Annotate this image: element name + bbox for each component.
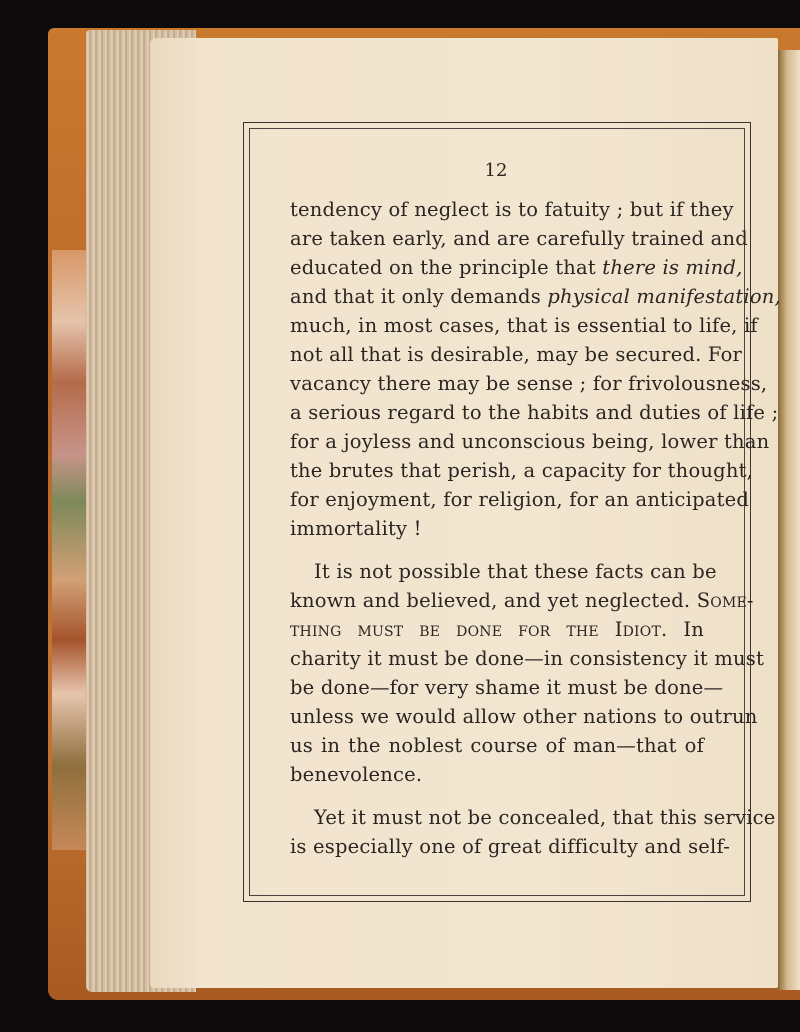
text-line: us in the noblest course of man—that of	[290, 734, 704, 757]
italic-phrase: physical manifestation,	[547, 285, 781, 308]
text-line: charity it must be done—in consistency it must	[290, 647, 765, 670]
text-line: for a joyless and unconscious being, lower than	[290, 430, 770, 453]
text-line: a serious regard to the habits and duties of life ;	[290, 401, 779, 424]
text-line: It is not possible that these facts can be	[314, 560, 717, 583]
text-line: is especially one of great difficulty and self-	[290, 835, 730, 858]
text-line: Yet it must not be concealed, that this service	[314, 806, 776, 829]
text-line: benevolence.	[290, 763, 423, 786]
italic-phrase: there is mind,	[602, 256, 743, 279]
text-line: not all that is desirable, may be secured. For	[290, 343, 743, 366]
text-line: unless we would allow other nations to outrun	[290, 705, 758, 728]
text-line: much, in most cases, that is essential to life, if	[290, 314, 758, 337]
text-line: and that it only demands physical manifestation,	[290, 285, 781, 308]
text-line: immortality !	[290, 517, 422, 540]
page-number: 12	[484, 160, 508, 181]
text-line: tendency of neglect is to fatuity ; but if they	[290, 198, 734, 221]
text-line: the brutes that perish, a capacity for thought,	[290, 459, 754, 482]
text-line: for enjoyment, for religion, for an anticipated	[290, 488, 750, 511]
small-caps-phrase: thing must be done for the Idiot.	[290, 618, 668, 641]
small-caps-phrase: Some-	[696, 589, 754, 612]
text-line: educated on the principle that there is mind,	[290, 256, 743, 279]
text-line: are taken early, and are carefully trained and	[290, 227, 748, 250]
text-line: vacancy there may be sense ; for frivolousness,	[290, 372, 768, 395]
text-line: known and believed, and yet neglected. Some-	[290, 589, 754, 612]
text-line: be done—for very shame it must be done—	[290, 676, 724, 699]
facing-page-edge	[778, 50, 800, 990]
marbled-endpaper	[52, 250, 90, 850]
text-line: thing must be done for the Idiot. In	[290, 618, 705, 641]
